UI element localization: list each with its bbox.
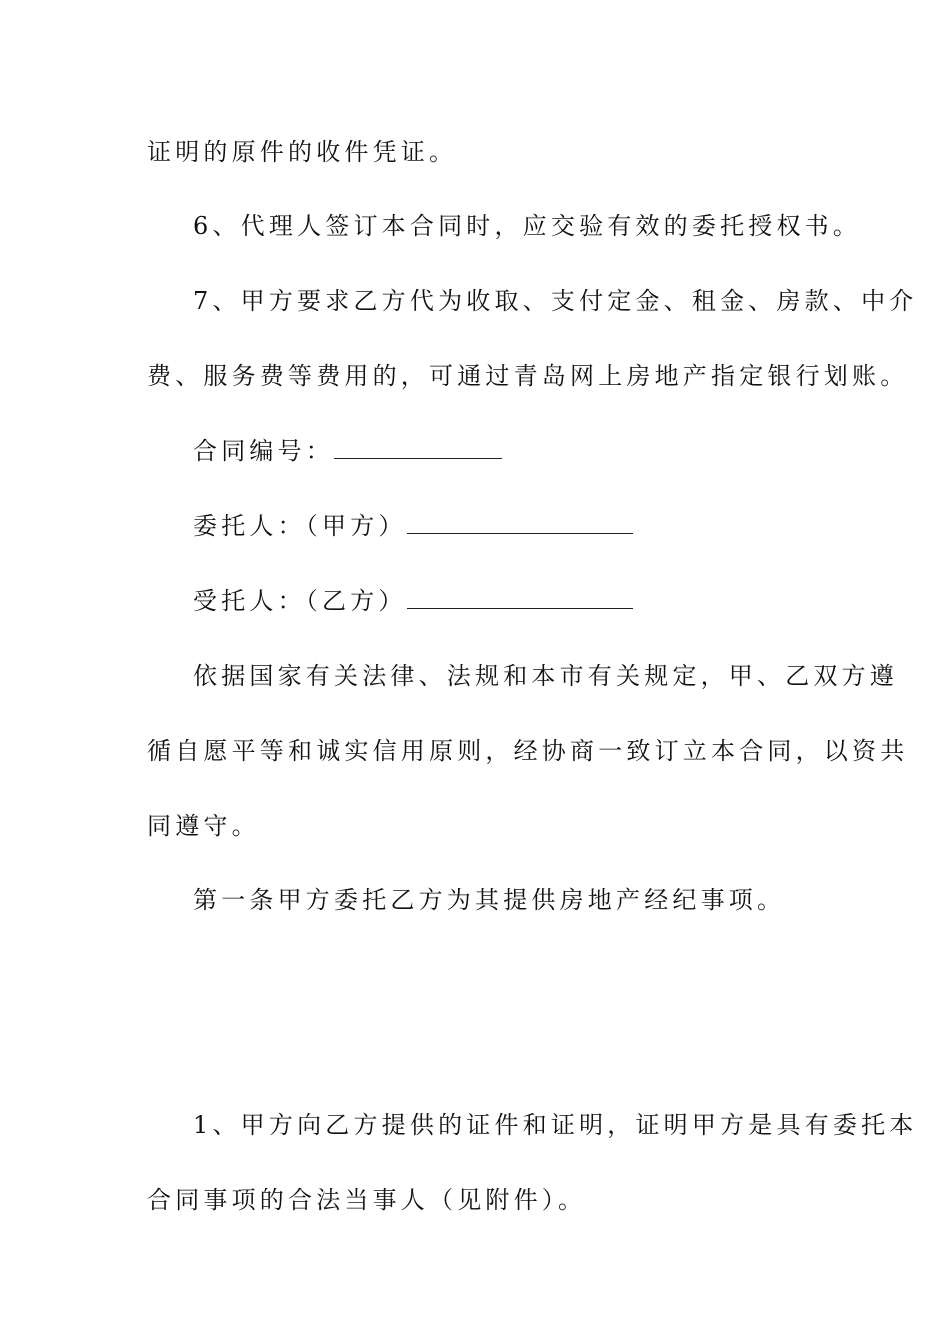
contract-number-row — [193, 436, 853, 466]
paragraph-line: 费、服务费等费用的，可通过青岛网上房地产指定银行划账。 — [147, 362, 909, 390]
principal-row — [193, 511, 853, 541]
agent-label: 受托人：（乙方） — [193, 587, 407, 615]
contract-number-label: 合同编号： — [193, 437, 334, 465]
contract-number-blank — [334, 438, 502, 459]
paragraph-line: 证明的原件的收件凭证。 — [147, 138, 458, 166]
agent-blank — [407, 588, 633, 609]
principal-blank — [407, 513, 633, 534]
paragraph-line: 6、代理人签订本合同时，应交验有效的委托授权书。 — [193, 212, 862, 240]
article-heading: 第一条甲方委托乙方为其提供房地产经纪事项。 — [193, 886, 786, 914]
agent-row — [193, 586, 853, 616]
paragraph-line: 1、甲方向乙方提供的证件和证明，证明甲方是具有委托本 — [193, 1111, 918, 1139]
paragraph-line: 依据国家有关法律、法规和本市有关规定，甲、乙双方遵 — [193, 662, 898, 690]
paragraph-line: 7、甲方要求乙方代为收取、支付定金、租金、房款、中介 — [193, 287, 918, 315]
paragraph-line: 循自愿平等和诚实信用原则，经协商一致订立本合同，以资共 — [147, 737, 909, 765]
paragraph-line: 同遵守。 — [147, 812, 260, 840]
principal-label: 委托人：（甲方） — [193, 512, 407, 540]
paragraph-line: 合同事项的合法当事人（见附件）。 — [147, 1186, 587, 1214]
